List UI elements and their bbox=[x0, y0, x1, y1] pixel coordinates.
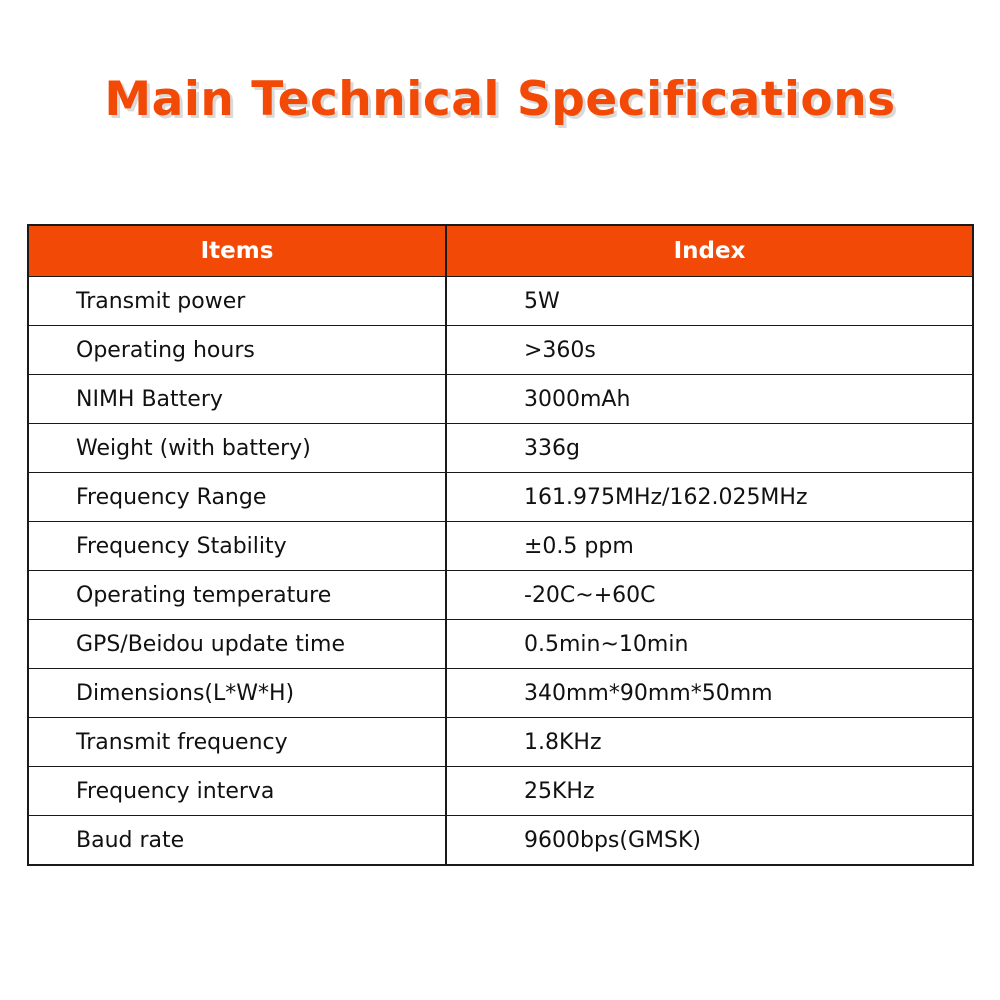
spec-item: GPS/Beidou update time bbox=[28, 620, 446, 669]
spec-value: 9600bps(GMSK) bbox=[446, 816, 973, 866]
table-row bbox=[28, 816, 973, 866]
spec-item: Transmit frequency bbox=[28, 718, 446, 767]
spec-value: -20C~+60C bbox=[446, 571, 973, 620]
page-title: Main Technical Specifications bbox=[104, 72, 896, 127]
spec-value: 25KHz bbox=[446, 767, 973, 816]
table-row bbox=[28, 522, 973, 571]
spec-value: ±0.5 ppm bbox=[446, 522, 973, 571]
table-row bbox=[28, 375, 973, 424]
table-row bbox=[28, 718, 973, 767]
spec-value: 1.8KHz bbox=[446, 718, 973, 767]
spec-item: Weight (with battery) bbox=[28, 424, 446, 473]
spec-value: 3000mAh bbox=[446, 375, 973, 424]
spec-item: NIMH Battery bbox=[28, 375, 446, 424]
table-row bbox=[28, 326, 973, 375]
spec-value: 0.5min~10min bbox=[446, 620, 973, 669]
spec-item: Transmit power bbox=[28, 277, 446, 326]
header-row bbox=[28, 225, 973, 277]
table-row bbox=[28, 424, 973, 473]
table-row bbox=[28, 473, 973, 522]
table-row bbox=[28, 571, 973, 620]
spec-value: 336g bbox=[446, 424, 973, 473]
spec-item: Frequency Stability bbox=[28, 522, 446, 571]
table-row bbox=[28, 767, 973, 816]
spec-value: >360s bbox=[446, 326, 973, 375]
spec-table-header bbox=[28, 225, 973, 277]
spec-item: Operating temperature bbox=[28, 571, 446, 620]
spec-value: 340mm*90mm*50mm bbox=[446, 669, 973, 718]
table-row bbox=[28, 669, 973, 718]
table-row bbox=[28, 277, 973, 326]
spec-item: Baud rate bbox=[76, 827, 185, 853]
spec-value: 5W bbox=[446, 277, 973, 326]
spec-item: Dimensions(L*W*H) bbox=[28, 669, 446, 718]
spec-table-body bbox=[28, 277, 973, 866]
spec-item: Frequency Range bbox=[28, 473, 446, 522]
spec-table bbox=[27, 224, 974, 866]
table-row bbox=[28, 620, 973, 669]
header-index: Index bbox=[446, 225, 973, 277]
header-items: Items bbox=[28, 225, 446, 277]
spec-value: 161.975MHz/162.025MHz bbox=[446, 473, 973, 522]
spec-item: Operating hours bbox=[28, 326, 446, 375]
spec-item: Frequency interva bbox=[28, 767, 446, 816]
